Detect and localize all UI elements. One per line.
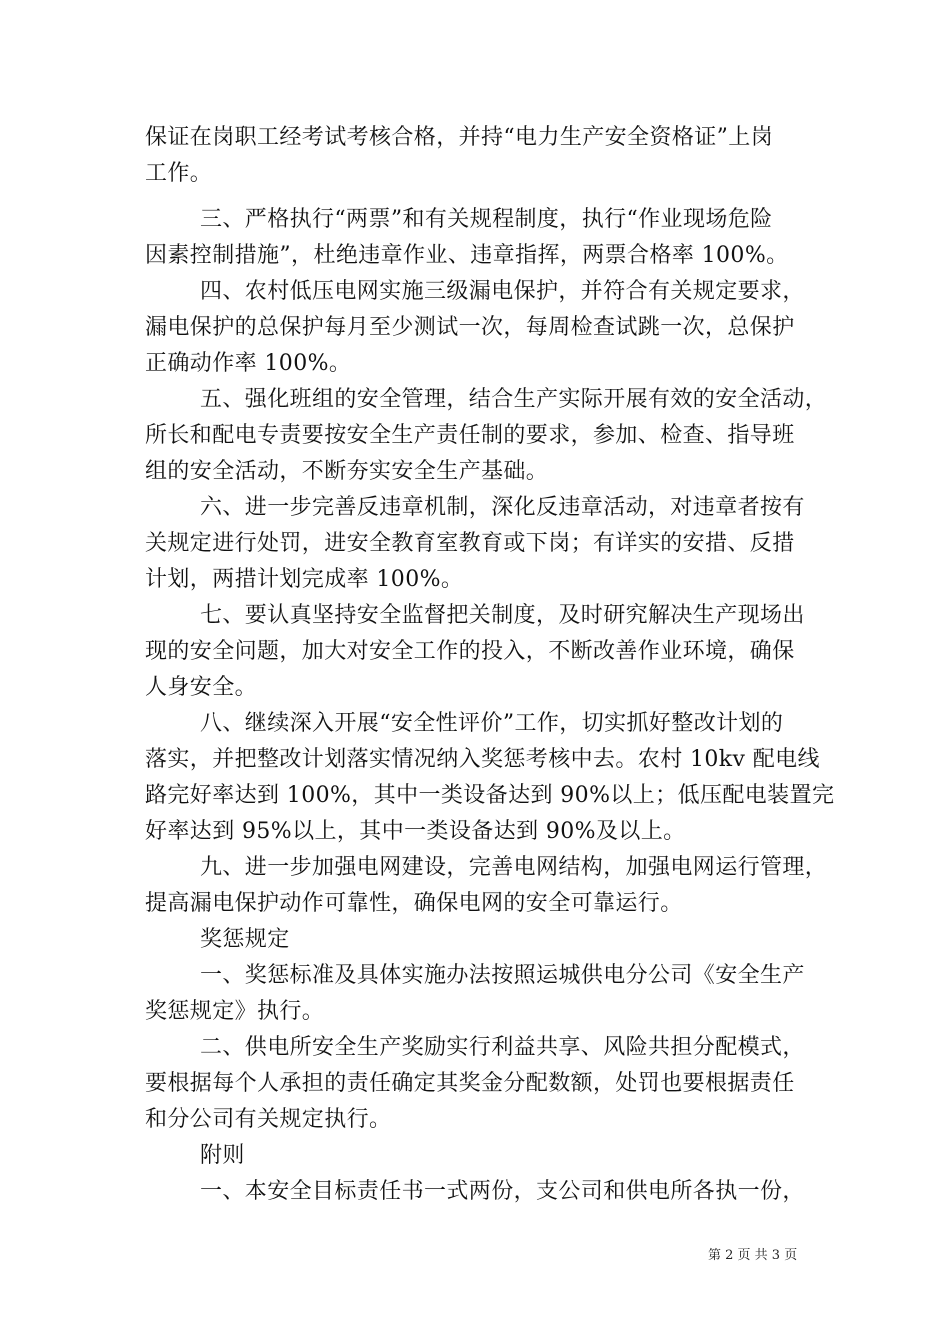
text-line: 正确动作率 100%。 (145, 351, 352, 376)
text-line: 五、强化班组的安全管理，结合生产实际开展有效的安全活动， (200, 387, 828, 412)
text-line: 保证在岗职工经考试考核合格，并持“电力生产安全资格证”上岗 (145, 125, 774, 150)
text-line: 所长和配电专责要按安全生产责任制的要求，参加、检查、指导班 (145, 423, 795, 448)
text-line: 七、要认真坚持安全监督把关制度，及时研究解决生产现场出 (200, 603, 805, 628)
text-line: 工作。 (145, 161, 213, 186)
text-line: 八、继续深入开展“安全性评价”工作，切实抓好整改计划的 (200, 711, 784, 736)
text-line: 好率达到 95%以上，其中一类设备达到 90%及以上。 (145, 819, 686, 844)
text-line: 六、进一步完善反违章机制，深化反违章活动，对违章者按有 (200, 495, 805, 520)
section-heading: 奖惩规定 (200, 927, 290, 952)
text-line: 三、严格执行“两票”和有关规程制度，执行“作业现场危险 (200, 207, 773, 232)
text-line: 计划，两措计划完成率 100%。 (145, 567, 464, 592)
text-line: 因素控制措施”，杜绝违章作业、违章指挥，两票合格率 100%。 (145, 243, 789, 268)
text-line: 漏电保护的总保护每月至少测试一次，每周检查试跳一次，总保护 (145, 315, 795, 340)
text-line: 落实，并把整改计划落实情况纳入奖惩考核中去。农村 10kv 配电线 (145, 747, 820, 772)
text-line: 关规定进行处罚，进安全教育室教育或下岗；有详实的安措、反措 (145, 531, 795, 556)
text-line: 二、供电所安全生产奖励实行利益共享、风险共担分配模式， (200, 1035, 805, 1060)
text-line: 提高漏电保护动作可靠性，确保电网的安全可靠运行。 (145, 891, 683, 916)
page-number: 第 2 页 共 3 页 (708, 1248, 798, 1263)
text-line: 组的安全活动，不断夯实安全生产基础。 (145, 459, 549, 484)
text-line: 一、本安全目标责任书一式两份，支公司和供电所各执一份， (200, 1179, 805, 1204)
text-line: 要根据每个人承担的责任确定其奖金分配数额，处罚也要根据责任 (145, 1071, 795, 1096)
text-line: 九、进一步加强电网建设，完善电网结构，加强电网运行管理， (200, 855, 828, 880)
text-line: 路完好率达到 100%，其中一类设备达到 90%以上；低压配电装置完 (145, 783, 835, 808)
text-line: 四、农村低压电网实施三级漏电保护，并符合有关规定要求， (200, 279, 805, 304)
text-line: 和分公司有关规定执行。 (145, 1107, 392, 1132)
text-line: 奖惩规定》执行。 (145, 999, 325, 1024)
section-heading: 附则 (200, 1143, 245, 1168)
text-line: 人身安全。 (145, 675, 258, 700)
text-line: 现的安全问题，加大对安全工作的投入，不断改善作业环境，确保 (145, 639, 795, 664)
text-line: 一、奖惩标准及具体实施办法按照运城供电分公司《安全生产 (200, 963, 805, 988)
